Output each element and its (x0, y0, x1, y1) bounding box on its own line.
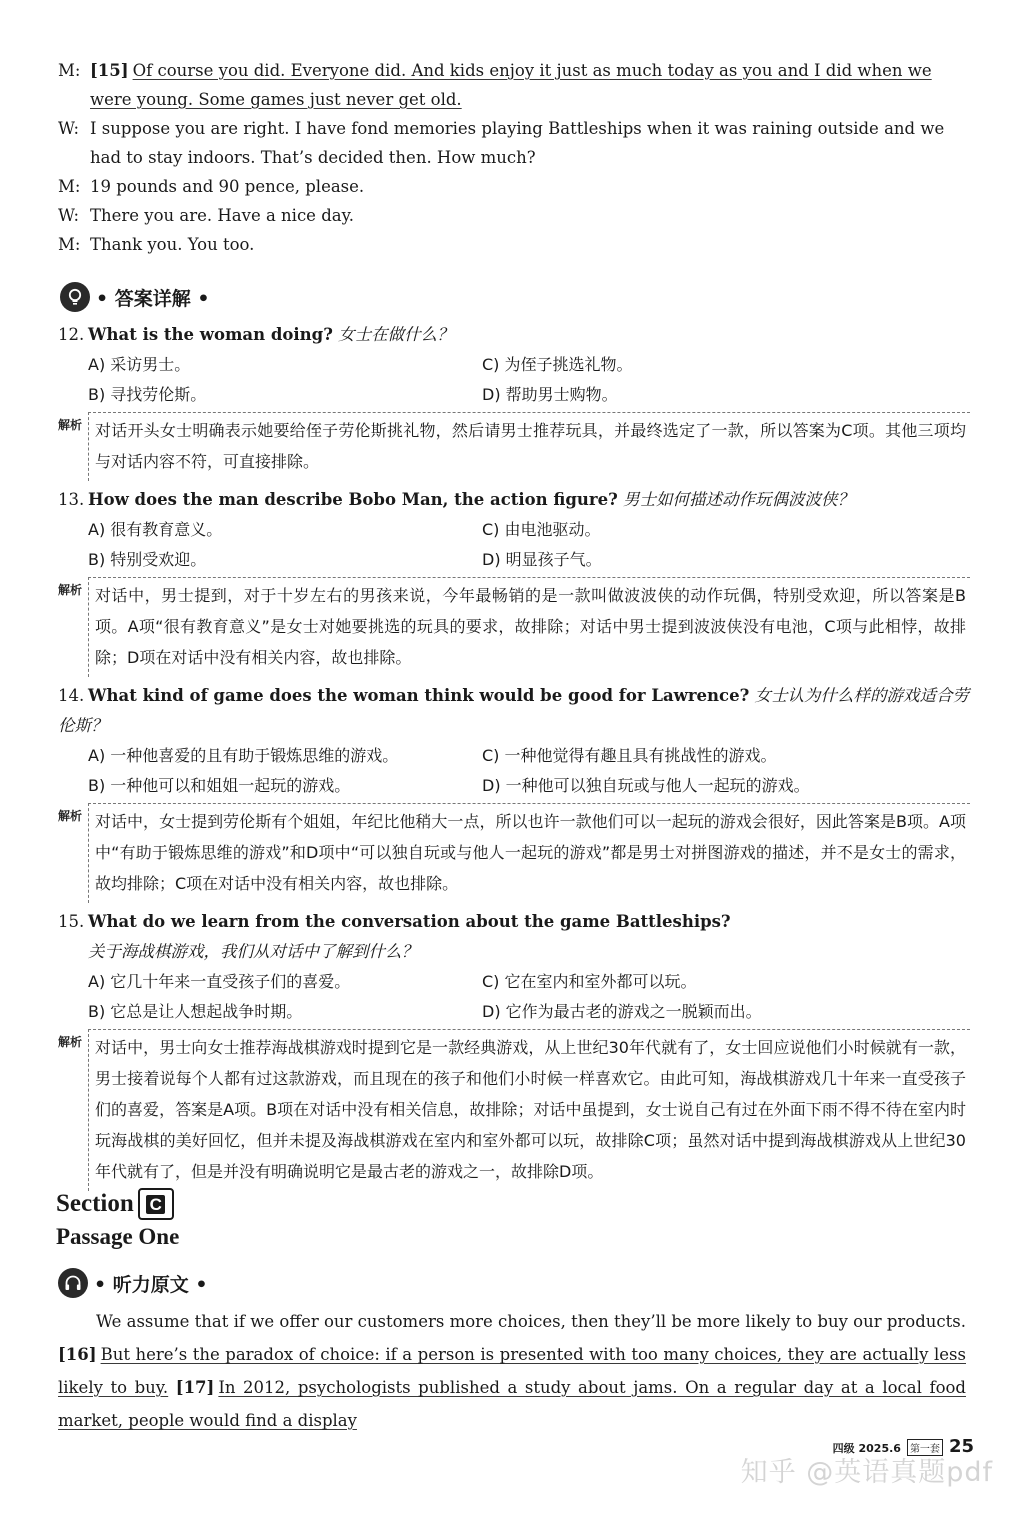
explanation-tag: 解析 (58, 1035, 83, 1049)
explanation-text: 对话中，男士提到，对于十岁左右的男孩来说，今年最畅销的是一款叫做波波侠的动作玩偶，特别受欢迎，所以答案是B项。A项“很有教育意义”是女士对她要挑选的玩具的要求，故排除；对话中男士提到波波侠没有电池，C项与此相悖，故排除；D项在对话中没有相关内容，故也排除。 (88, 577, 970, 677)
options (58, 515, 970, 575)
dialogue-line (58, 172, 970, 201)
utterance: 19 pounds and 90 pence, please. (90, 177, 365, 196)
headphones-icon (58, 1268, 88, 1298)
question-12 (58, 320, 970, 481)
watermark: 知乎 @英语真题pdf (740, 1457, 993, 1488)
underlined-answer: But here’s the paradox of choice: if a person is presented with too many choices, they are actually less likely to buy. (58, 1345, 966, 1397)
question-en: What kind of game does the woman think would be good for Lawrence? (88, 686, 750, 705)
explanation-tag: 解析 (58, 583, 83, 597)
question-ref: [16] (58, 1345, 97, 1364)
question-ref: [17] (175, 1378, 215, 1397)
option: C) 一种他觉得有趣且具有挑战性的游戏。 (482, 746, 777, 765)
option: C) 由电池驱动。 (482, 520, 601, 539)
question-stem (58, 485, 970, 515)
speaker: M: (58, 235, 81, 254)
question-13 (58, 485, 970, 677)
listening-header (58, 1268, 208, 1298)
question-14 (58, 681, 970, 903)
question-zh: 女士在做什么？ (338, 325, 454, 344)
explanation-text: 对话开头女士明确表示她要给侄子劳伦斯挑礼物，然后请男士推荐玩具，并最终选定了一款，所以答案为C项。其他三项均与对话内容不符，可直接排除。 (88, 412, 970, 481)
explanation (58, 1029, 970, 1191)
option: B) 它总是让人想起战争时期。 (88, 1002, 303, 1021)
passage-intro: We assume that if we offer our customers more choices, then they’ll be more likely to buy our products. (96, 1312, 966, 1331)
option: D) 它作为最古老的游戏之一脱颖而出。 (482, 1002, 762, 1021)
underlined-answer: In 2012, psychologists published a study about jams. On a regular day at a local food market, people would find a display (58, 1378, 966, 1430)
answers-title: • 答案详解 • (96, 287, 210, 310)
speaker: W: (58, 119, 80, 138)
question-ref: [15] (90, 61, 129, 80)
option: B) 一种他可以和姐姐一起玩的游戏。 (88, 776, 351, 795)
dialogue-line (58, 230, 970, 259)
question-stem (58, 681, 970, 741)
question-zh: 关于海战棋游戏，我们从对话中了解到什么？ (88, 942, 418, 961)
speaker: M: (58, 177, 81, 196)
question-number: 14. (58, 686, 85, 705)
explanation (58, 577, 970, 677)
explanation (58, 803, 970, 903)
question-stem (58, 907, 970, 937)
option: A) 很有教育意义。 (88, 520, 223, 539)
speaker: W: (58, 206, 80, 225)
options (58, 967, 970, 1027)
utterance (90, 56, 970, 114)
listening-title: • 听力原文 • (94, 1273, 208, 1296)
options (58, 350, 970, 410)
option: C) 它在室内和室外都可以玩。 (482, 972, 697, 991)
answers-header (60, 282, 210, 312)
dialogue (58, 56, 970, 259)
passage-title: Passage One (56, 1224, 180, 1249)
section-word: Section (56, 1190, 134, 1217)
underlined-answer: Of course you did. Everyone did. And kids enjoy it just as much today as you and I did when we were young. Some games just never get old. (90, 61, 932, 109)
questions (58, 320, 970, 1195)
option: D) 一种他可以独自玩或与他人一起玩的游戏。 (482, 776, 810, 795)
question-en: How does the man describe Bobo Man, the action figure? (88, 490, 618, 509)
utterance: There you are. Have a nice day. (90, 206, 354, 225)
option: A) 采访男士。 (88, 355, 191, 374)
section-heading (56, 1188, 174, 1220)
speaker: M: (58, 61, 81, 80)
dialogue-line (58, 56, 970, 114)
issue-label: 四级 2025.6 (832, 1442, 901, 1455)
options (58, 741, 970, 801)
question-stem (58, 320, 970, 350)
chapter-label: 第一套 (907, 1439, 943, 1456)
page-number: 25 (948, 1436, 974, 1457)
option: B) 特别受欢迎。 (88, 550, 207, 569)
option: A) 一种他喜爱的且有助于锻炼思维的游戏。 (88, 746, 399, 765)
option: A) 它几十年来一直受孩子们的喜爱。 (88, 972, 351, 991)
dialogue-line (58, 114, 970, 172)
question-number: 15. (58, 912, 85, 931)
explanation (58, 412, 970, 481)
section-letter: C (146, 1195, 165, 1214)
lightbulb-icon (60, 282, 90, 312)
question-zh: 女士认为什么样的游戏适合劳伦斯？ (58, 686, 969, 735)
question-en: What do we learn from the conversation about the game Battleships? (88, 912, 731, 931)
utterance: I suppose you are right. I have fond memories playing Battleships when it was raining outside and we had to stay indoors. That’s decided then. How much? (90, 119, 945, 167)
question-en: What is the woman doing? (88, 325, 333, 344)
explanation-text: 对话中，男士向女士推荐海战棋游戏时提到它是一款经典游戏，从上世纪30年代就有了，女士回应说他们小时候就有一款，男士接着说每个人都有过这款游戏，而且现在的孩子和他们小时候一样喜欢它。由此可知，海战棋游戏几十年来一直受孩子们的喜爱，答案是A项。B项在对话中没有相关信息，故排除；对话中虽提到，女士说自己有过在外面下雨不得不待在室内时玩海战棋的美好回忆，但并未提及海战棋游戏在室内和室外都可以玩，故排除C项；虽然对话中提到海战棋游戏从上世纪30年代就有了，但是并没有明确说明它是最古老的游戏之一，故排除D项。 (88, 1029, 970, 1191)
option: D) 帮助男士购物。 (482, 385, 618, 404)
passage-text (58, 1305, 966, 1437)
utterance: Thank you. You too. (90, 235, 255, 254)
explanation-tag: 解析 (58, 809, 83, 823)
question-15 (58, 907, 970, 1191)
question-number: 13. (58, 490, 85, 509)
option: D) 明显孩子气。 (482, 550, 602, 569)
section-letter-box (138, 1188, 174, 1220)
option: C) 为侄子挑选礼物。 (482, 355, 633, 374)
option: B) 寻找劳伦斯。 (88, 385, 207, 404)
question-zh: 男士如何描述动作玩偶波波侠？ (623, 490, 855, 509)
dialogue-line (58, 201, 970, 230)
question-number: 12. (58, 325, 85, 344)
explanation-tag: 解析 (58, 418, 83, 432)
explanation-text: 对话中，女士提到劳伦斯有个姐姐，年纪比他稍大一点，所以也许一款他们可以一起玩的游戏会很好，因此答案是B项。A项中“有助于锻炼思维的游戏”和D项中“可以独自玩或与他人一起玩的游戏”都是男士对拼图游戏的描述，并不是女士的需求，故均排除；C项在对话中没有相关内容，故也排除。 (88, 803, 970, 903)
